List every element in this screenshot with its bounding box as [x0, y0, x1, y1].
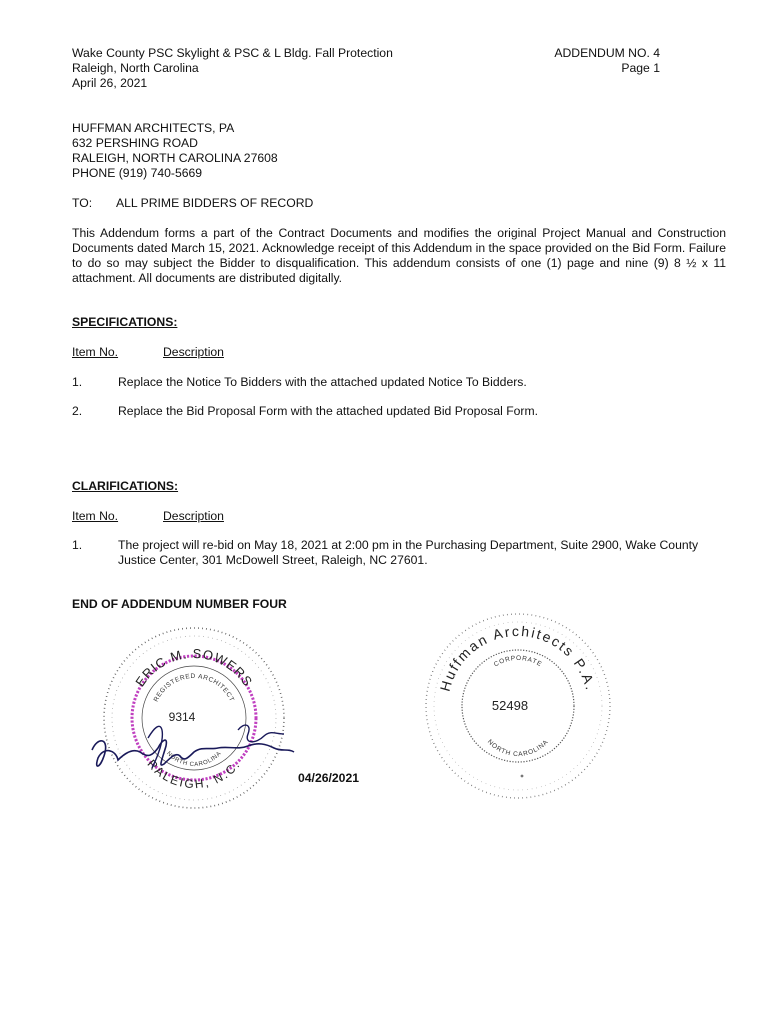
architect-seal	[88, 618, 300, 818]
page-number: Page 1	[621, 61, 660, 75]
corporate-seal	[418, 606, 618, 806]
specifications-title-text: SPECIFICATIONS:	[72, 315, 178, 329]
corp-seal-name: Huffman Architects P.A.	[436, 622, 600, 694]
signature-date: 04/26/2021	[298, 771, 359, 785]
to-value: ALL PRIME BIDDERS OF RECORD	[116, 196, 314, 210]
firm-address: 632 PERSHING ROAD	[72, 136, 198, 150]
corp-seal-state: NORTH CAROLINA	[485, 738, 551, 759]
intro-paragraph	[72, 226, 726, 286]
specifications-title	[72, 315, 177, 330]
spec-col-desc: Description	[163, 345, 224, 359]
addendum-number: ADDENDUM NO. 4	[554, 46, 660, 60]
to-label: TO:	[72, 196, 93, 210]
issue-date: April 26, 2021	[72, 76, 148, 90]
intro-text: This Addendum forms a part of the Contract Documents and modifies the original Project Manual and Construction Documents dated March 15, 2021. Acknowledge receipt of this Addendum in the space provided on the Bid Form. Failure to do so may subject the Bidder to disqualification. This addendum consists of one (1) page and nine (9) 8 ½ x 11 attachment. All documents are distributed digitally.	[72, 226, 726, 285]
clar-item-number: 1.	[72, 538, 83, 552]
spec-item-text: Replace the Bid Proposal Form with the attached updated Bid Proposal Form.	[118, 404, 539, 418]
seal-architect-state: NORTH CAROLINA	[165, 750, 223, 769]
clar-col-item: Item No.	[72, 509, 119, 523]
clar-item-text: The project will re-bid on May 18, 2021 at 2:00 pm in the Purchasing Department, Suite 2900, Wake County Justice Center, 301 McDowell Street, Raleigh, NC 27601.	[118, 538, 699, 567]
seal-architect-ring-text: REGISTERED ARCHITECT	[152, 672, 236, 704]
firm-block	[72, 121, 472, 181]
seal-architect-city: RALEIGH, N.C.	[144, 756, 244, 792]
header-project-info	[72, 46, 492, 91]
to-line	[72, 196, 692, 211]
corp-seal-center-mark	[521, 775, 524, 778]
header-addendum-info	[520, 46, 660, 76]
seal-architect-number: 9314	[168, 710, 196, 724]
spec-item-text: Replace the Notice To Bidders with the attached updated Notice To Bidders.	[118, 375, 527, 389]
firm-phone: PHONE (919) 740-5669	[72, 166, 203, 180]
seal-architect-name: ERIC M. SOWERS	[132, 645, 256, 690]
clar-col-desc: Description	[163, 509, 224, 523]
clarifications-title-text: CLARIFICATIONS:	[72, 479, 179, 493]
clarifications-title	[72, 479, 178, 494]
spec-item-number: 2.	[72, 404, 83, 418]
spec-item-number: 1.	[72, 375, 83, 389]
project-city: Raleigh, North Carolina	[72, 61, 199, 75]
firm-name: HUFFMAN ARCHITECTS, PA	[72, 121, 235, 135]
specifications-column-header	[72, 345, 224, 360]
end-of-addendum: END OF ADDENDUM NUMBER FOUR	[72, 597, 287, 611]
corp-seal-sub: CORPORATE	[492, 654, 544, 669]
corp-seal-number: 52498	[491, 698, 529, 713]
clarifications-column-header	[72, 509, 224, 524]
firm-city: RALEIGH, NORTH CAROLINA 27608	[72, 151, 278, 165]
project-name: Wake County PSC Skylight & PSC & L Bldg. Fall Protection	[72, 46, 393, 60]
spec-col-item: Item No.	[72, 345, 119, 359]
